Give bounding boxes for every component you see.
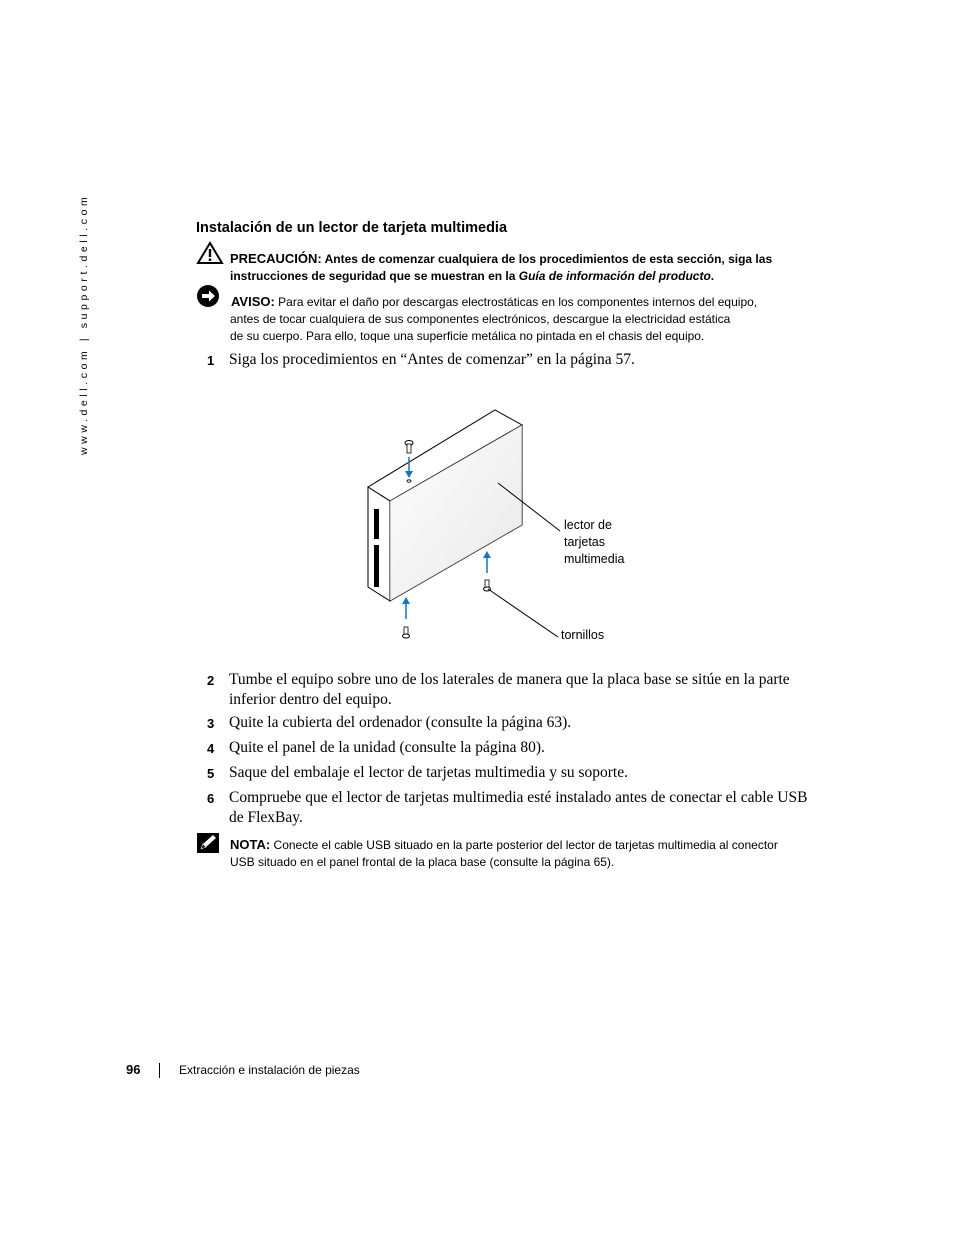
reader-label-line3: multimedia (564, 552, 625, 566)
step-text: Quite la cubierta del ordenador (consulte la página 63). (229, 714, 572, 731)
step-text: Tumbe el equipo sobre uno de los laterales de manera que la placa base se sitúe en la parte inferior dentro del equipo. (229, 671, 790, 708)
card-slot (374, 545, 379, 587)
caution-text-line2: instrucciones de seguridad que se muestran en la (230, 269, 516, 283)
aviso-text-line1: Para evitar el daño por descargas electrostáticas en los componentes internos del equipo, (278, 295, 758, 309)
step-number: 2 (207, 673, 215, 688)
pencil-note-icon (196, 832, 220, 859)
step-text: Saque del embalaje el lector de tarjetas multimedia y su soporte. (229, 764, 628, 781)
card-slot (374, 509, 379, 539)
notice-icon (196, 284, 220, 313)
side-url: www.dell.com | support.dell.com (78, 193, 90, 455)
note-label: NOTA: (230, 837, 271, 852)
product-guide-reference: Guía de información del producto (518, 269, 711, 283)
step-number: 6 (207, 791, 215, 806)
section-title: Instalación de un lector de tarjeta multimedia (196, 220, 508, 236)
note-text (230, 836, 830, 871)
footer-divider (159, 1063, 160, 1078)
aviso-text-line3: de su cuerpo. Para ello, toque una superficie metálica no pintada en el chasis del equipo. (230, 329, 705, 343)
step-number: 4 (207, 741, 215, 756)
step-number: 1 (207, 353, 215, 368)
step-text: Compruebe que el lector de tarjetas multimedia esté instalado antes de conectar el cable USB de FlexBay. (229, 789, 808, 826)
screw-icon (403, 627, 410, 638)
step-number: 5 (207, 766, 215, 781)
screw-icon (484, 580, 491, 591)
screws-label: tornillos (561, 628, 605, 642)
note-text-line1: Conecte el cable USB situado en la parte posterior del lector de tarjetas multimedia al conector (273, 838, 778, 852)
aviso-label: AVISO: (231, 294, 275, 309)
card-reader-figure (360, 405, 660, 650)
caution-label: PRECAUCIÓN: (230, 251, 322, 266)
reader-label-line2: tarjetas (564, 535, 605, 549)
step-text: Siga los procedimientos en “Antes de comenzar” en la página 57. (229, 351, 635, 368)
screw-icon (405, 441, 413, 454)
caution-end: . (710, 269, 715, 283)
reader-label-line1: lector de (564, 518, 612, 532)
step-number: 3 (207, 716, 215, 731)
note-text-line2: USB situado en el panel frontal de la placa base (consulte la página 65). (230, 855, 615, 869)
caution-text-line1: Antes de comenzar cualquiera de los procedimientos de esta sección, siga las (324, 252, 773, 266)
step-text: Quite el panel de la unidad (consulte la página 80). (229, 739, 545, 756)
aviso-text (231, 293, 791, 311)
aviso-text-line2: antes de tocar cualquiera de sus componentes electrónicos, descargue la electricidad estática (230, 312, 731, 326)
footer-section-title: Extracción e instalación de piezas (179, 1063, 360, 1077)
caution-text (230, 250, 810, 285)
page-number: 96 (126, 1062, 141, 1077)
reader-label (564, 517, 624, 568)
warning-triangle-icon (196, 241, 224, 270)
